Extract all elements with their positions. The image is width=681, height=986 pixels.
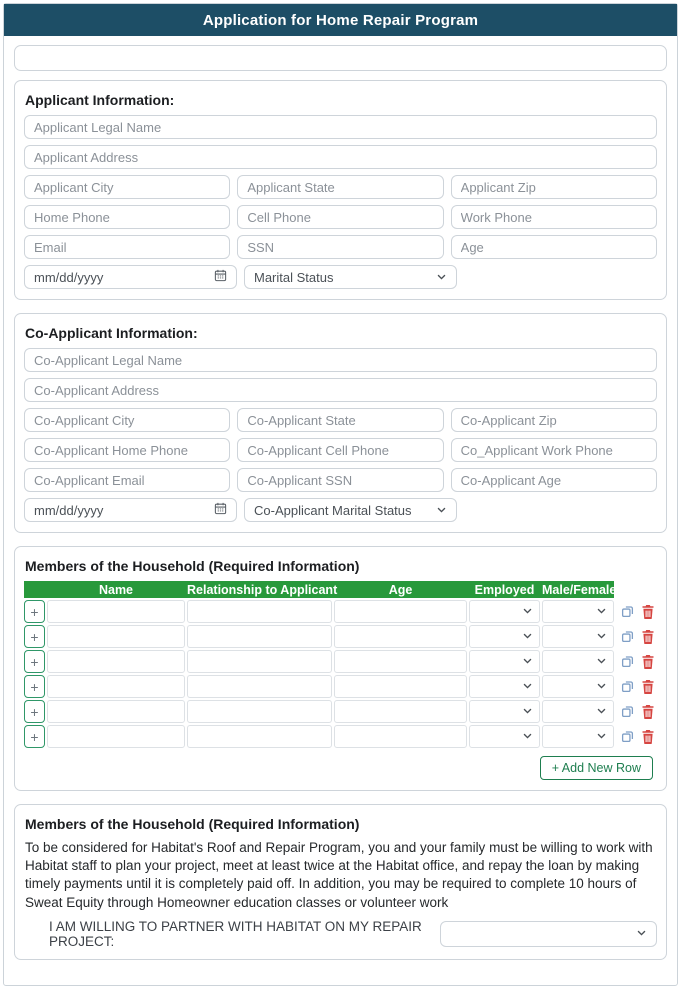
household-employed-select[interactable] bbox=[469, 650, 540, 673]
applicant-legal-name-input[interactable] bbox=[24, 115, 657, 139]
co-applicant-ssn-input[interactable] bbox=[237, 468, 443, 492]
column-header-name: Name bbox=[98, 582, 134, 597]
chevron-down-icon bbox=[596, 729, 607, 744]
household-heading: Members of the Household (Required Information) bbox=[25, 558, 360, 574]
delete-row-icon[interactable] bbox=[642, 655, 654, 669]
applicant-home-phone-input[interactable] bbox=[24, 205, 230, 229]
delete-row-icon[interactable] bbox=[642, 730, 654, 744]
co-applicant-dob-value: mm/dd/yyyy bbox=[34, 502, 104, 518]
co-applicant-marital-status-value: Co-Applicant Marital Status bbox=[254, 502, 412, 518]
applicant-dob-value: mm/dd/yyyy bbox=[34, 269, 104, 285]
chevron-down-icon bbox=[522, 604, 533, 619]
household-table-row bbox=[24, 675, 657, 698]
co-applicant-heading: Co-Applicant Information: bbox=[25, 325, 198, 341]
household-gender-select[interactable] bbox=[542, 675, 614, 698]
co-applicant-dob-input[interactable] bbox=[24, 498, 237, 522]
household-employed-select[interactable] bbox=[469, 725, 540, 748]
delete-row-icon[interactable] bbox=[642, 630, 654, 644]
delete-row-icon[interactable] bbox=[642, 605, 654, 619]
applicant-email-input[interactable] bbox=[24, 235, 230, 259]
co-applicant-state-input[interactable] bbox=[237, 408, 443, 432]
chevron-down-icon bbox=[596, 704, 607, 719]
applicant-state-input[interactable] bbox=[237, 175, 443, 199]
chevron-down-icon bbox=[596, 604, 607, 619]
household-table-row bbox=[24, 650, 657, 673]
household-gender-select[interactable] bbox=[542, 600, 614, 623]
household-table-body bbox=[24, 600, 657, 748]
household-age-input[interactable] bbox=[334, 700, 467, 723]
household-age-input[interactable] bbox=[334, 675, 467, 698]
insert-row-button[interactable]: + bbox=[24, 700, 45, 723]
insert-row-button[interactable]: + bbox=[24, 600, 45, 623]
co-applicant-section bbox=[14, 313, 667, 533]
applicant-city-input[interactable] bbox=[24, 175, 230, 199]
household-gender-select[interactable] bbox=[542, 725, 614, 748]
applicant-work-phone-input[interactable] bbox=[451, 205, 657, 229]
household-employed-select[interactable] bbox=[469, 675, 540, 698]
chevron-down-icon bbox=[522, 629, 533, 644]
household-employed-select[interactable] bbox=[469, 700, 540, 723]
household-name-input[interactable] bbox=[47, 675, 185, 698]
column-header-relationship: Relationship to Applicant bbox=[187, 582, 338, 597]
chevron-down-icon bbox=[522, 654, 533, 669]
household-relationship-input[interactable] bbox=[187, 675, 332, 698]
household-name-input[interactable] bbox=[47, 700, 185, 723]
calendar-icon bbox=[214, 269, 227, 285]
delete-row-icon[interactable] bbox=[642, 705, 654, 719]
household-section bbox=[14, 546, 667, 791]
household-gender-select[interactable] bbox=[542, 700, 614, 723]
household-age-input[interactable] bbox=[334, 625, 467, 648]
co-applicant-legal-name-input[interactable] bbox=[24, 348, 657, 372]
column-header-age: Age bbox=[388, 582, 413, 597]
household-employed-select[interactable] bbox=[469, 625, 540, 648]
applicant-cell-phone-input[interactable] bbox=[237, 205, 443, 229]
co-applicant-marital-status-select[interactable] bbox=[244, 498, 457, 522]
household-relationship-input[interactable] bbox=[187, 700, 332, 723]
co-applicant-address-input[interactable] bbox=[24, 378, 657, 402]
co-applicant-home-phone-input[interactable] bbox=[24, 438, 230, 462]
household-age-input[interactable] bbox=[334, 600, 467, 623]
household-gender-select[interactable] bbox=[542, 625, 614, 648]
partner-heading: Members of the Household (Required Information) bbox=[25, 816, 360, 832]
insert-row-button[interactable]: + bbox=[24, 650, 45, 673]
applicant-address-input[interactable] bbox=[24, 145, 657, 169]
applicant-heading: Applicant Information: bbox=[25, 92, 175, 108]
form-body bbox=[4, 36, 677, 985]
household-name-input[interactable] bbox=[47, 600, 185, 623]
chevron-down-icon bbox=[522, 704, 533, 719]
chevron-down-icon bbox=[436, 270, 447, 285]
applicant-marital-status-select[interactable] bbox=[244, 265, 457, 289]
household-name-input[interactable] bbox=[47, 725, 185, 748]
insert-row-button[interactable]: + bbox=[24, 725, 45, 748]
household-relationship-input[interactable] bbox=[187, 625, 332, 648]
add-new-row-button[interactable]: + Add New Row bbox=[540, 756, 653, 780]
household-table-row bbox=[24, 700, 657, 723]
copy-row-icon[interactable] bbox=[621, 680, 634, 693]
co-applicant-city-input[interactable] bbox=[24, 408, 230, 432]
co-applicant-zip-input[interactable] bbox=[451, 408, 657, 432]
partner-paragraph: To be considered for Habitat's Roof and Repair Program, you and your family must be willing to work with Habitat staff to plan your project, meet at least twice at the Habitat office, and repay the loan by making timely payments until it is completely paid off. In addition, you may be required to complete 10 hours of Sweat Equity through Homeowner education classes or volunteer work bbox=[25, 840, 653, 910]
chevron-down-icon bbox=[522, 729, 533, 744]
partner-willing-select[interactable] bbox=[440, 921, 657, 947]
partner-section bbox=[14, 804, 667, 960]
insert-row-button[interactable]: + bbox=[24, 675, 45, 698]
household-relationship-input[interactable] bbox=[187, 725, 332, 748]
chevron-down-icon bbox=[596, 679, 607, 694]
household-table-header bbox=[24, 581, 617, 598]
page-title: Application for Home Repair Program bbox=[202, 11, 479, 29]
chevron-down-icon bbox=[522, 679, 533, 694]
household-table-row bbox=[24, 600, 657, 623]
copy-row-icon[interactable] bbox=[621, 605, 634, 618]
partner-row bbox=[24, 919, 657, 949]
household-table-row bbox=[24, 625, 657, 648]
form-title-bar bbox=[4, 4, 677, 36]
applicant-section bbox=[14, 80, 667, 300]
household-relationship-input[interactable] bbox=[187, 600, 332, 623]
co-applicant-cell-phone-input[interactable] bbox=[237, 438, 443, 462]
household-name-input[interactable] bbox=[47, 625, 185, 648]
applicant-marital-status-value: Marital Status bbox=[254, 269, 334, 285]
copy-row-icon[interactable] bbox=[621, 630, 634, 643]
column-header-employed: Employed bbox=[474, 582, 535, 597]
applicant-dob-input[interactable] bbox=[24, 265, 237, 289]
chevron-down-icon bbox=[636, 926, 647, 941]
co-applicant-work-phone-input[interactable] bbox=[451, 438, 657, 462]
household-age-input[interactable] bbox=[334, 650, 467, 673]
chevron-down-icon bbox=[596, 654, 607, 669]
co-applicant-age-input[interactable] bbox=[451, 468, 657, 492]
applicant-zip-input[interactable] bbox=[451, 175, 657, 199]
applicant-age-input[interactable] bbox=[451, 235, 657, 259]
applicant-ssn-input[interactable] bbox=[237, 235, 443, 259]
household-name-input[interactable] bbox=[47, 650, 185, 673]
calendar-icon bbox=[214, 502, 227, 518]
household-relationship-input[interactable] bbox=[187, 650, 332, 673]
household-employed-select[interactable] bbox=[469, 600, 540, 623]
chevron-down-icon bbox=[596, 629, 607, 644]
column-header-male-female: Male/Female bbox=[542, 582, 617, 597]
household-age-input[interactable] bbox=[334, 725, 467, 748]
partner-willing-label: I AM WILLING TO PARTNER WITH HABITAT ON MY REPAIR PROJECT: bbox=[49, 918, 422, 949]
household-table-row bbox=[24, 725, 657, 748]
co-applicant-email-input[interactable] bbox=[24, 468, 230, 492]
household-gender-select[interactable] bbox=[542, 650, 614, 673]
copy-row-icon[interactable] bbox=[621, 705, 634, 718]
copy-row-icon[interactable] bbox=[621, 655, 634, 668]
application-form-card bbox=[3, 3, 678, 986]
insert-row-button[interactable]: + bbox=[24, 625, 45, 648]
copy-row-icon[interactable] bbox=[621, 730, 634, 743]
delete-row-icon[interactable] bbox=[642, 680, 654, 694]
chevron-down-icon bbox=[436, 503, 447, 518]
top-input[interactable] bbox=[14, 45, 667, 71]
